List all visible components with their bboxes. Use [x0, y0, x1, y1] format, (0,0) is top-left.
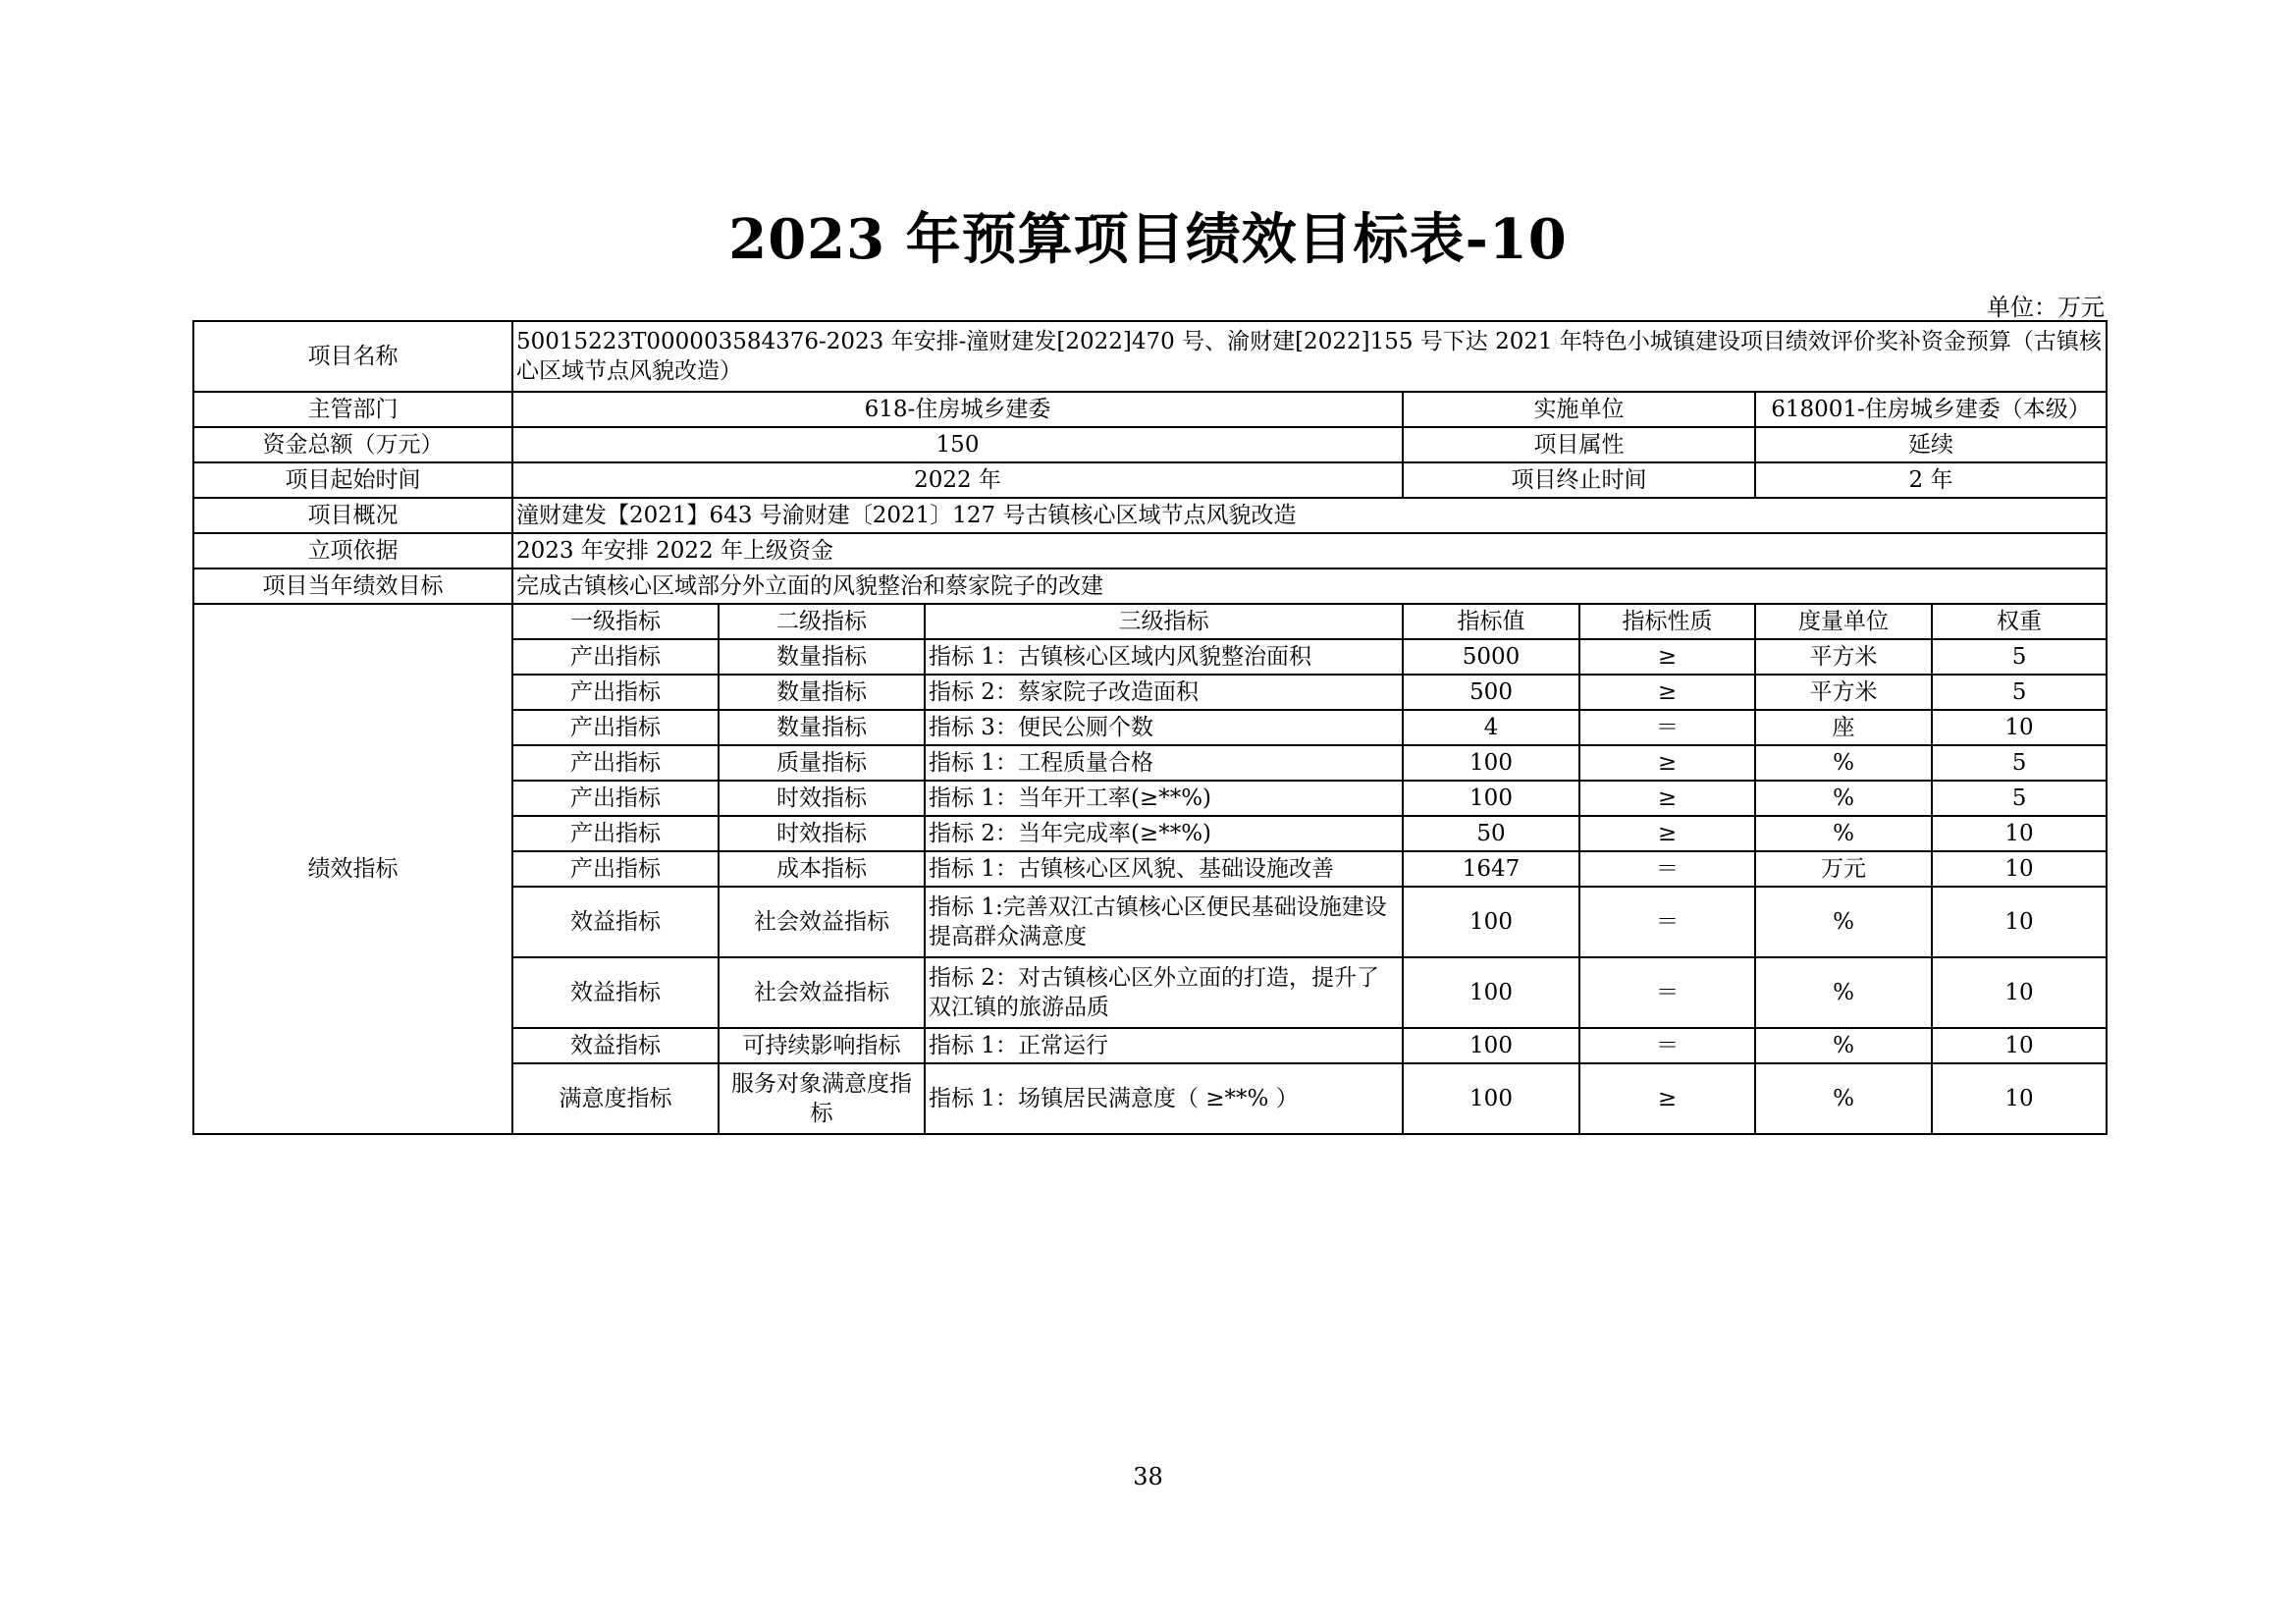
unit-cell: % [1755, 745, 1932, 781]
level1-cell: 满意度指标 [512, 1063, 719, 1134]
weight-cell: 5 [1932, 675, 2107, 710]
end-value: 2 年 [1755, 462, 2107, 498]
value-cell: 100 [1403, 781, 1579, 816]
level1-cell: 效益指标 [512, 957, 719, 1028]
basis-label: 立项依据 [193, 533, 512, 568]
unit-cell: 平方米 [1755, 675, 1932, 710]
page-number: 38 [1133, 1463, 1163, 1490]
nature-cell: ≥ [1579, 675, 1755, 710]
dept-value: 618-住房城乡建委 [512, 392, 1403, 427]
nature-cell: ≥ [1579, 639, 1755, 675]
project-name-label: 项目名称 [193, 321, 512, 392]
value-cell: 50 [1403, 816, 1579, 851]
level2-cell: 可持续影响指标 [719, 1028, 925, 1063]
attr-value: 延续 [1755, 427, 2107, 462]
header-value: 指标值 [1403, 604, 1579, 639]
level1-cell: 产出指标 [512, 851, 719, 887]
weight-cell: 10 [1932, 1028, 2107, 1063]
level3-cell: 指标 1：工程质量合格 [925, 745, 1403, 781]
performance-target-table [192, 320, 2108, 1135]
indicator-header-row [193, 604, 2107, 639]
unit-label: 单位：万元 [1987, 294, 2105, 321]
indicators-section-label: 绩效指标 [193, 604, 512, 1134]
nature-cell: ＝ [1579, 1028, 1755, 1063]
unit-cell: % [1755, 1063, 1932, 1134]
value-cell: 4 [1403, 710, 1579, 745]
value-cell: 100 [1403, 887, 1579, 957]
level2-cell: 时效指标 [719, 816, 925, 851]
level2-cell: 社会效益指标 [719, 957, 925, 1028]
overview-value: 潼财建发【2021】643 号渝财建〔2021〕127 号古镇核心区域节点风貌改造 [512, 498, 2107, 533]
level2-cell: 数量指标 [719, 675, 925, 710]
project-name-value: 50015223T000003584376-2023 年安排-潼财建发[2022]470 号、渝财建[2022]155 号下达 2021 年特色小城镇建设项目绩效评价奖补资金预算（古镇核心区域节点风貌改造） [512, 321, 2107, 392]
start-value: 2022 年 [512, 462, 1403, 498]
unit-cell: 座 [1755, 710, 1932, 745]
weight-cell: 5 [1932, 781, 2107, 816]
nature-cell: ≥ [1579, 781, 1755, 816]
value-cell: 100 [1403, 957, 1579, 1028]
unit-cell: 万元 [1755, 851, 1932, 887]
level1-cell: 产出指标 [512, 745, 719, 781]
unit-cell: % [1755, 781, 1932, 816]
level1-cell: 效益指标 [512, 887, 719, 957]
nature-cell: ＝ [1579, 851, 1755, 887]
level3-cell: 指标 1：正常运行 [925, 1028, 1403, 1063]
weight-cell: 10 [1932, 816, 2107, 851]
level3-cell: 指标 1：古镇核心区风貌、基础设施改善 [925, 851, 1403, 887]
level3-cell: 指标 1：场镇居民满意度（ ≥**% ） [925, 1063, 1403, 1134]
level1-cell: 产出指标 [512, 816, 719, 851]
nature-cell: ≥ [1579, 745, 1755, 781]
row-fund [193, 427, 2107, 462]
basis-value: 2023 年安排 2022 年上级资金 [512, 533, 2107, 568]
impl-unit-label: 实施单位 [1403, 392, 1755, 427]
level1-cell: 产出指标 [512, 675, 719, 710]
level2-cell: 数量指标 [719, 710, 925, 745]
row-goal [193, 568, 2107, 604]
impl-unit-value: 618001-住房城乡建委（本级） [1755, 392, 2107, 427]
row-overview [193, 498, 2107, 533]
weight-cell: 5 [1932, 745, 2107, 781]
end-label: 项目终止时间 [1403, 462, 1755, 498]
weight-cell: 10 [1932, 710, 2107, 745]
level3-cell: 指标 2：蔡家院子改造面积 [925, 675, 1403, 710]
level2-cell: 质量指标 [719, 745, 925, 781]
fund-label: 资金总额（万元） [193, 427, 512, 462]
level1-cell: 产出指标 [512, 710, 719, 745]
value-cell: 100 [1403, 745, 1579, 781]
goal-label: 项目当年绩效目标 [193, 568, 512, 604]
dept-label: 主管部门 [193, 392, 512, 427]
row-time [193, 462, 2107, 498]
goal-value: 完成古镇核心区域部分外立面的风貌整治和蔡家院子的改建 [512, 568, 2107, 604]
header-weight: 权重 [1932, 604, 2107, 639]
weight-cell: 10 [1932, 957, 2107, 1028]
unit-cell: % [1755, 957, 1932, 1028]
header-level3: 三级指标 [925, 604, 1403, 639]
nature-cell: ＝ [1579, 887, 1755, 957]
nature-cell: ＝ [1579, 957, 1755, 1028]
level2-cell: 服务对象满意度指标 [719, 1063, 925, 1134]
attr-label: 项目属性 [1403, 427, 1755, 462]
nature-cell: ＝ [1579, 710, 1755, 745]
unit-cell: 平方米 [1755, 639, 1932, 675]
level3-cell: 指标 1:完善双江古镇核心区便民基础设施建设提高群众满意度 [925, 887, 1403, 957]
value-cell: 1647 [1403, 851, 1579, 887]
fund-value: 150 [512, 427, 1403, 462]
header-nature: 指标性质 [1579, 604, 1755, 639]
weight-cell: 5 [1932, 639, 2107, 675]
row-project-name [193, 321, 2107, 392]
level2-cell: 成本指标 [719, 851, 925, 887]
level3-cell: 指标 2：当年完成率(≥**%) [925, 816, 1403, 851]
row-basis [193, 533, 2107, 568]
header-unit: 度量单位 [1755, 604, 1932, 639]
weight-cell: 10 [1932, 887, 2107, 957]
header-level2: 二级指标 [719, 604, 925, 639]
level2-cell: 时效指标 [719, 781, 925, 816]
level2-cell: 数量指标 [719, 639, 925, 675]
value-cell: 100 [1403, 1028, 1579, 1063]
page-title: 2023 年预算项目绩效目标表-10 [728, 207, 1568, 272]
unit-cell: % [1755, 1028, 1932, 1063]
level1-cell: 效益指标 [512, 1028, 719, 1063]
level3-cell: 指标 3：便民公厕个数 [925, 710, 1403, 745]
level3-cell: 指标 1：当年开工率(≥**%) [925, 781, 1403, 816]
nature-cell: ≥ [1579, 1063, 1755, 1134]
level3-cell: 指标 2：对古镇核心区外立面的打造，提升了双江镇的旅游品质 [925, 957, 1403, 1028]
start-label: 项目起始时间 [193, 462, 512, 498]
weight-cell: 10 [1932, 851, 2107, 887]
overview-label: 项目概况 [193, 498, 512, 533]
header-level1: 一级指标 [512, 604, 719, 639]
unit-cell: % [1755, 816, 1932, 851]
unit-cell: % [1755, 887, 1932, 957]
nature-cell: ≥ [1579, 816, 1755, 851]
weight-cell: 10 [1932, 1063, 2107, 1134]
level1-cell: 产出指标 [512, 639, 719, 675]
value-cell: 5000 [1403, 639, 1579, 675]
row-dept [193, 392, 2107, 427]
value-cell: 100 [1403, 1063, 1579, 1134]
value-cell: 500 [1403, 675, 1579, 710]
level2-cell: 社会效益指标 [719, 887, 925, 957]
level3-cell: 指标 1：古镇核心区域内风貌整治面积 [925, 639, 1403, 675]
level1-cell: 产出指标 [512, 781, 719, 816]
